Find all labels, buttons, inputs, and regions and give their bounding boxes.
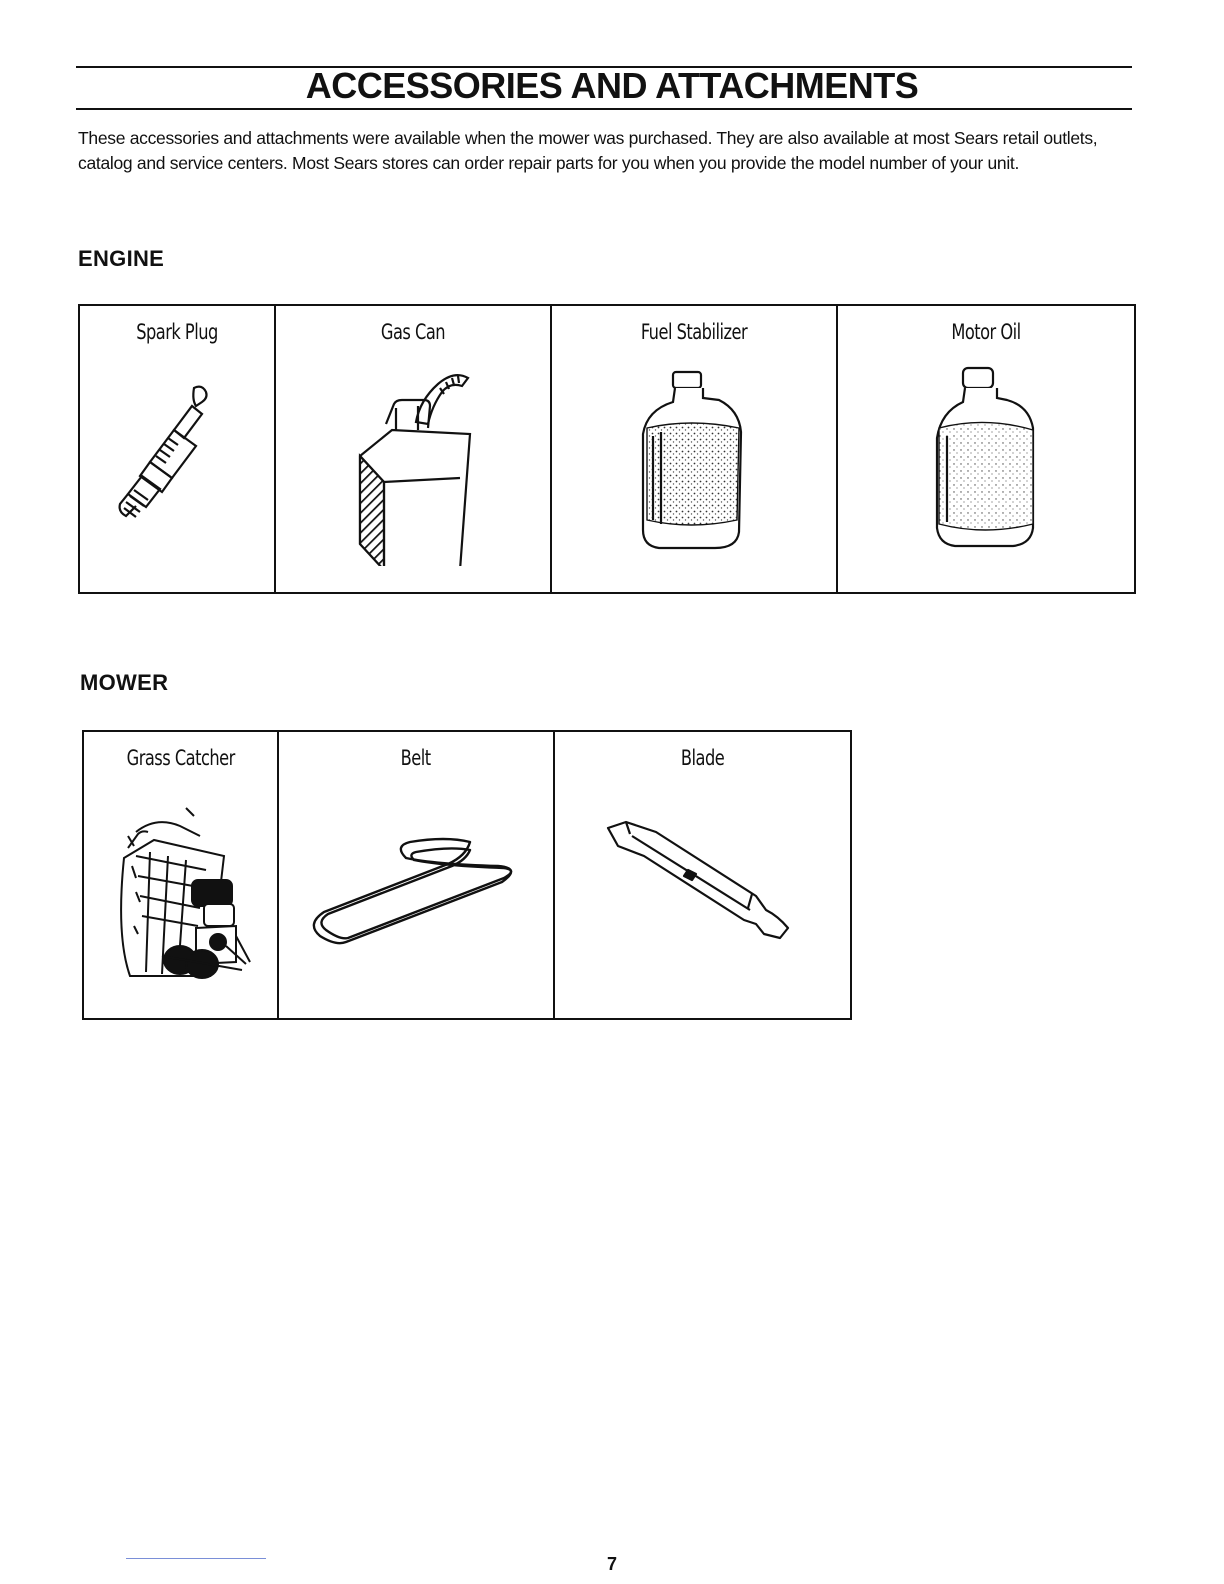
accessory-label: Fuel Stabilizer bbox=[640, 320, 748, 344]
accessory-label: Belt bbox=[401, 746, 432, 770]
fuel-stabilizer-bottle-icon bbox=[639, 366, 749, 556]
accessory-blade bbox=[553, 732, 850, 1018]
mower-heading: MOWER bbox=[80, 670, 169, 695]
motor-oil-bottle-icon bbox=[931, 364, 1041, 554]
accessory-label: Motor Oil bbox=[951, 320, 1021, 344]
accessory-label: Gas Can bbox=[380, 320, 446, 344]
engine-heading: ENGINE bbox=[78, 246, 165, 271]
intro-paragraph: These accessories and attachments were available when the mower was purchased. They are also available at most Sears retail outlets, catalog and service centers. Most Sears stores can order repair parts for you when you provide the model number of your unit. bbox=[78, 128, 1098, 173]
mower-accessories-grid bbox=[82, 730, 852, 1020]
spark-plug-icon bbox=[112, 382, 242, 552]
accessory-fuel-stabilizer bbox=[550, 306, 836, 592]
accessory-label: Spark Plug bbox=[136, 320, 218, 344]
accessory-label: Grass Catcher bbox=[126, 746, 235, 770]
accessory-label: Blade bbox=[680, 746, 725, 770]
engine-accessories-grid bbox=[78, 304, 1136, 594]
page-number: 7 bbox=[606, 1554, 617, 1574]
accessory-spark-plug bbox=[80, 306, 274, 592]
page-title: ACCESSORIES AND ATTACHMENTS bbox=[305, 65, 919, 106]
accessory-motor-oil bbox=[836, 306, 1134, 592]
blade-icon bbox=[602, 818, 802, 948]
footer-rule bbox=[126, 1558, 266, 1559]
accessory-grass-catcher bbox=[84, 732, 277, 1018]
gas-can-icon bbox=[338, 366, 488, 566]
accessory-gas-can bbox=[274, 306, 550, 592]
accessory-belt bbox=[277, 732, 552, 1018]
belt-icon bbox=[306, 830, 526, 950]
title-rule-bottom bbox=[76, 108, 1132, 110]
grass-catcher-icon bbox=[106, 796, 256, 986]
